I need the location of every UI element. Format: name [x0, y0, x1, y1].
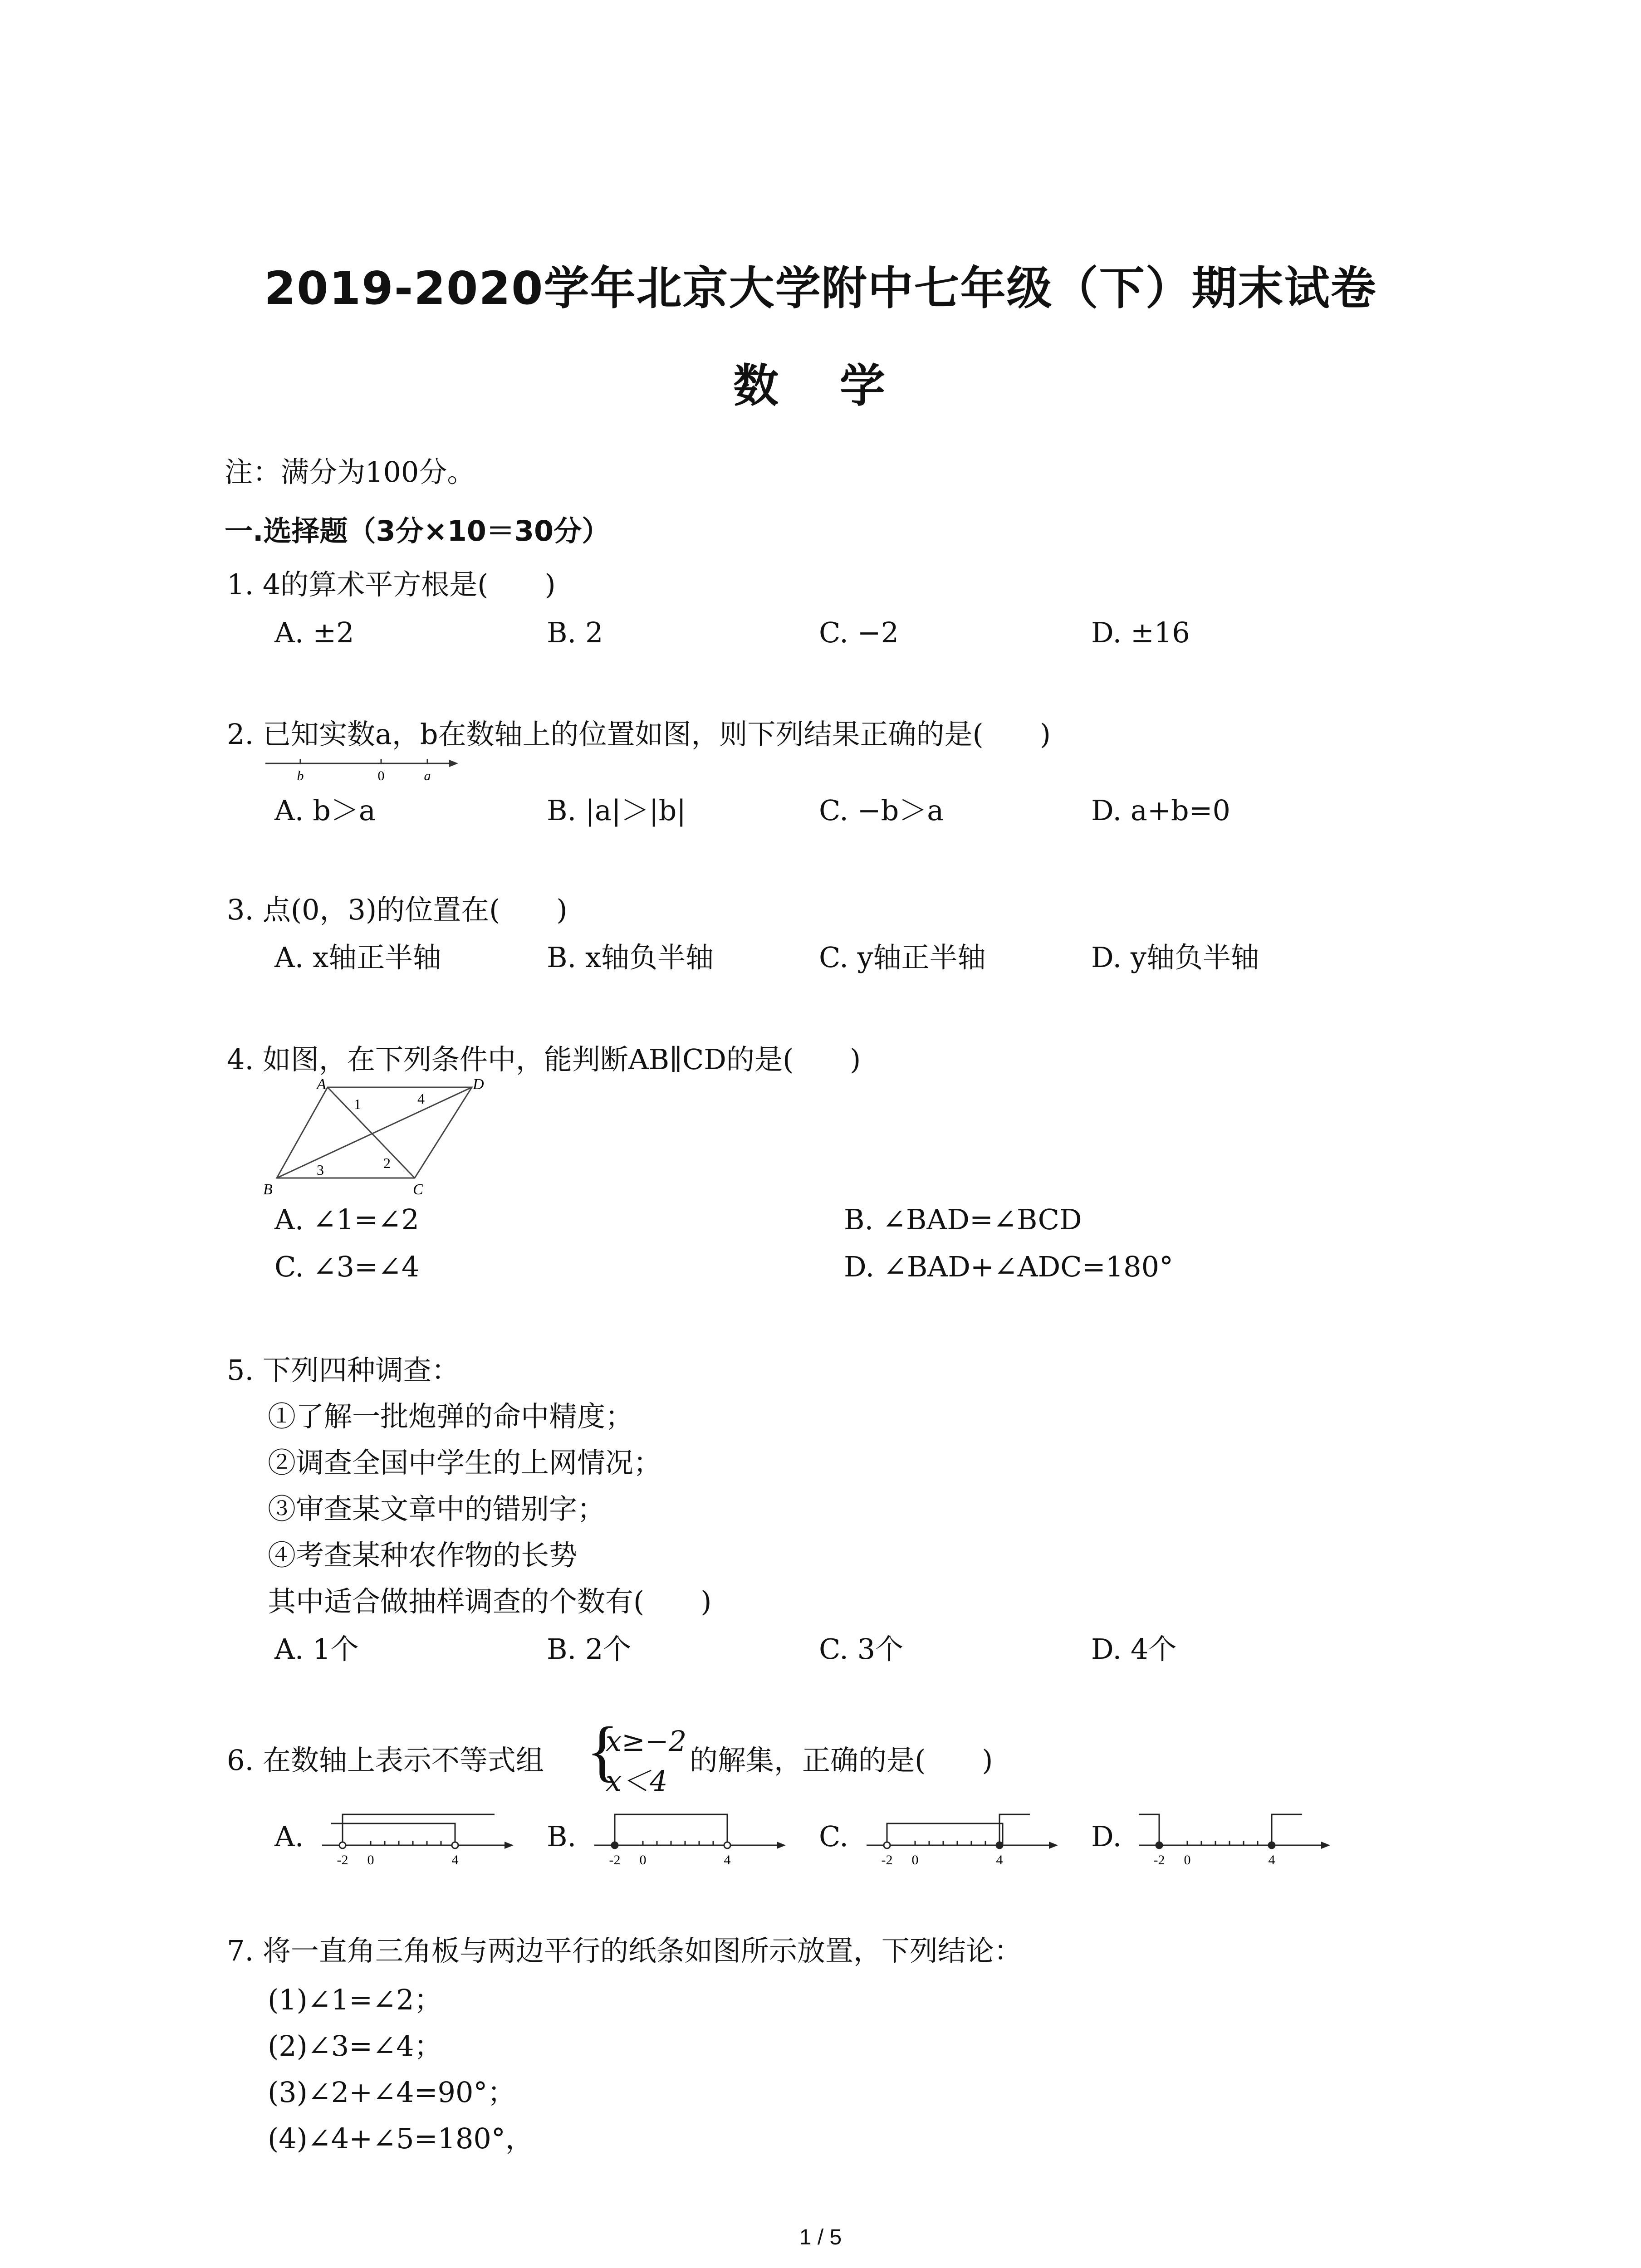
q2-option-b: B. |a|＞|b|: [547, 794, 686, 827]
svg-text:4: 4: [451, 1853, 459, 1867]
page-number: 1 / 5: [799, 2225, 842, 2249]
vertex-A: A: [317, 1077, 326, 1093]
score-note: 注：满分为100分。: [225, 455, 475, 489]
q5-item-1: ①了解一批炮弹的命中精度；: [268, 1400, 634, 1433]
q6-option-a-letter: A.: [274, 1820, 304, 1853]
q5-question: 其中适合做抽样调查的个数有( ): [268, 1585, 712, 1618]
question-2-stem: 2. 已知实数a，b在数轴上的位置如图，则下列结果正确的是( ): [227, 718, 1051, 751]
q4-option-b: B. ∠BAD=∠BCD: [844, 1203, 1082, 1236]
q1-option-d: D. ±16: [1091, 616, 1190, 649]
page-title: 2019-2020学年北京大学附中七年级（下）期末试卷: [264, 262, 1377, 315]
q4-option-a: A. ∠1=∠2: [274, 1203, 419, 1236]
q3-option-c: C. y轴正半轴: [819, 941, 986, 974]
q6-option-c-letter: C.: [819, 1820, 848, 1853]
svg-text:4: 4: [724, 1853, 731, 1867]
q6-option-b-number-line: [590, 1805, 789, 1873]
question-1-stem: 1. 4的算术平方根是( ): [227, 568, 556, 601]
svg-text:-2: -2: [1153, 1853, 1165, 1867]
q3-option-a: A. x轴正半轴: [274, 941, 441, 974]
q5-option-c: C. 3个: [819, 1633, 904, 1666]
q7-item-4: (4)∠4+∠5=180°，: [268, 2122, 534, 2155]
question-6-stem-end: 的解集，正确的是( ): [690, 1744, 993, 1777]
q6-option-c-number-line: [862, 1805, 1062, 1873]
q3-option-b: B. x轴负半轴: [547, 941, 714, 974]
q1-option-c: C. −2: [819, 616, 899, 649]
q5-item-4: ④考查某种农作物的长势: [268, 1539, 578, 1572]
svg-text:4: 4: [996, 1853, 1003, 1867]
q3-option-d: D. y轴负半轴: [1091, 941, 1259, 974]
angle-1-label: 1: [354, 1096, 361, 1112]
section-heading: 一.选择题（3分×10＝30分）: [225, 514, 610, 547]
question-6-stem: 6. 在数轴上表示不等式组: [227, 1744, 544, 1777]
angle-3-label: 3: [317, 1162, 324, 1178]
q2-option-c: C. −b＞a: [819, 794, 944, 827]
q6-option-d-number-line: [1134, 1805, 1334, 1873]
angle-4-label: 4: [417, 1090, 425, 1107]
label-a: a: [424, 768, 431, 783]
svg-text:0: 0: [1184, 1853, 1191, 1867]
svg-text:0: 0: [367, 1853, 374, 1867]
question-5-stem: 5. 下列四种调查：: [227, 1354, 460, 1387]
system-inequality-2: x＜4: [606, 1765, 668, 1798]
q4-parallelogram-figure: [259, 1077, 495, 1200]
q5-option-d: D. 4个: [1091, 1633, 1177, 1666]
system-inequality-1: x≥−2: [606, 1725, 687, 1758]
system-brace: {: [586, 1713, 619, 1789]
svg-text:-2: -2: [337, 1853, 348, 1867]
q1-option-b: B. 2: [547, 616, 603, 649]
q4-option-c: C. ∠3=∠4: [274, 1250, 420, 1283]
q6-option-d-letter: D.: [1091, 1820, 1122, 1853]
svg-text:-2: -2: [881, 1853, 893, 1867]
q4-option-d: D. ∠BAD+∠ADC=180°: [844, 1250, 1174, 1283]
q7-item-3: (3)∠2+∠4=90°；: [268, 2076, 516, 2109]
q1-option-a: A. ±2: [274, 616, 354, 649]
q2-option-d: D. a+b=0: [1091, 794, 1230, 827]
question-3-stem: 3. 点(0，3)的位置在( ): [227, 893, 568, 926]
svg-text:4: 4: [1268, 1853, 1275, 1867]
q7-item-2: (2)∠3=∠4；: [268, 2029, 442, 2063]
q5-item-3: ③审查某文章中的错别字；: [268, 1492, 606, 1525]
page-subtitle: 数 学: [733, 359, 908, 412]
q2-number-line-figure: [263, 753, 463, 789]
q6-option-a-number-line: [318, 1805, 517, 1873]
vertex-D: D: [473, 1077, 484, 1093]
q5-option-b: B. 2个: [547, 1633, 632, 1666]
vertex-C: C: [413, 1181, 423, 1198]
q6-option-b-letter: B.: [547, 1820, 577, 1853]
svg-text:0: 0: [639, 1853, 647, 1867]
q5-item-2: ②调查全国中学生的上网情况；: [268, 1446, 662, 1479]
q7-item-1: (1)∠1=∠2；: [268, 1983, 442, 2016]
label-zero: 0: [377, 768, 385, 783]
vertex-B: B: [263, 1181, 273, 1198]
label-b: b: [297, 768, 304, 783]
question-7-stem: 7. 将一直角三角板与两边平行的纸条如图所示放置，下列结论：: [227, 1934, 1022, 1967]
angle-2-label: 2: [383, 1155, 391, 1171]
svg-text:0: 0: [911, 1853, 919, 1867]
question-4-stem: 4. 如图，在下列条件中，能判断AB∥CD的是( ): [227, 1043, 861, 1076]
svg-text:-2: -2: [609, 1853, 621, 1867]
q2-option-a: A. b＞a: [274, 794, 376, 827]
q5-option-a: A. 1个: [274, 1633, 359, 1666]
